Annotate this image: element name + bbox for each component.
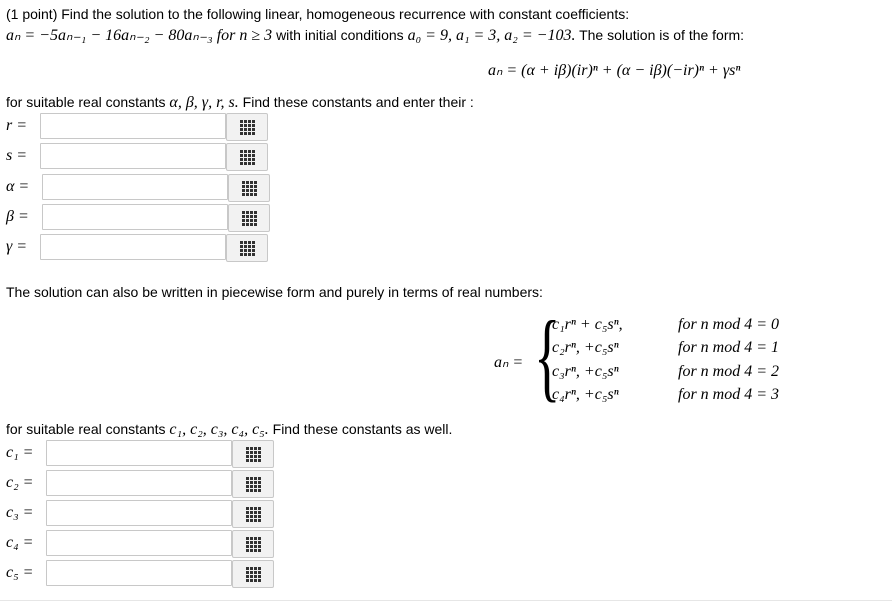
- answer-label-c4: c₄ =: [6, 534, 34, 551]
- equation-palette-icon[interactable]: [228, 204, 270, 232]
- constants-list: α, β, γ, r, s.: [169, 94, 239, 111]
- equation-palette-icon[interactable]: [228, 174, 270, 202]
- answer-label-c2: c₂ =: [6, 474, 34, 491]
- piecewise-intro: The solution can also be written in piecewise form and purely in terms of real numbers:: [6, 284, 543, 300]
- answer-label-beta: β =: [6, 208, 29, 225]
- piecewise-case-expr: c₁rⁿ + c₅sⁿ,: [552, 316, 623, 333]
- constants-prompt-post: Find these constants as well.: [272, 421, 453, 437]
- answer-label-c5: c₅ =: [6, 564, 34, 581]
- problem-intro: (1 point) Find the solution to the following linear, homogeneous recurrence with constant coefficients:: [6, 6, 630, 22]
- piecewise-lhs: aₙ =: [494, 354, 524, 371]
- equation-palette-icon[interactable]: [232, 500, 274, 528]
- constants-prompt-post: Find these constants and enter their :: [242, 94, 474, 110]
- answer-label-c1: c₁ =: [6, 444, 34, 461]
- constants-prompt-pre: for suitable real constants: [6, 421, 166, 437]
- constants-list: c₁, c₂, c₃, c₄, c₅.: [169, 421, 269, 438]
- answer-input-c5[interactable]: [46, 560, 232, 586]
- answer-label-r: r =: [6, 117, 28, 134]
- answer-input-r[interactable]: [40, 113, 226, 139]
- equation-palette-icon[interactable]: [232, 440, 274, 468]
- equation-palette-icon[interactable]: [226, 143, 268, 171]
- answer-input-c1[interactable]: [46, 440, 232, 466]
- answer-input-alpha[interactable]: [42, 174, 228, 200]
- solution-form-text: The solution is of the form:: [579, 27, 745, 43]
- answer-label-alpha: α =: [6, 178, 30, 195]
- recurrence-equation: aₙ = −5aₙ₋₁ − 16aₙ₋₂ − 80aₙ₋₃ for n ≥ 3: [6, 27, 273, 44]
- constants-prompt-1: [6, 94, 474, 112]
- equation-palette-icon[interactable]: [232, 560, 274, 588]
- answer-input-c2[interactable]: [46, 470, 232, 496]
- constants-prompt-2: [6, 421, 452, 439]
- answer-label-s: s =: [6, 147, 28, 164]
- answer-input-c3[interactable]: [46, 500, 232, 526]
- piecewise-case-cond: for n mod 4 = 1: [678, 339, 780, 356]
- piecewise-case-cond: for n mod 4 = 0: [678, 316, 780, 333]
- answer-input-beta[interactable]: [42, 204, 228, 230]
- answer-label-c3: c₃ =: [6, 504, 34, 521]
- recurrence-line: [6, 25, 744, 45]
- constants-prompt-pre: for suitable real constants: [6, 94, 166, 110]
- answer-input-s[interactable]: [40, 143, 226, 169]
- left-brace: {: [534, 300, 561, 411]
- initial-conditions-text: with initial conditions: [276, 27, 404, 43]
- piecewise-case-expr: c₂rⁿ, +c₅sⁿ: [552, 339, 619, 356]
- piecewise-case-cond: for n mod 4 = 2: [678, 363, 780, 380]
- answer-input-c4[interactable]: [46, 530, 232, 556]
- answer-label-gamma: γ =: [6, 238, 28, 255]
- piecewise-case-expr: c₄rⁿ, +c₅sⁿ: [552, 386, 619, 403]
- equation-palette-icon[interactable]: [226, 113, 268, 141]
- piecewise-case-expr: c₃rⁿ, +c₅sⁿ: [552, 363, 619, 380]
- equation-palette-icon[interactable]: [232, 470, 274, 498]
- equation-palette-icon[interactable]: [232, 530, 274, 558]
- equation-palette-icon[interactable]: [226, 234, 268, 262]
- solution-form-equation: aₙ = (α + iβ)(ir)ⁿ + (α − iβ)(−ir)ⁿ + γsⁿ: [488, 62, 741, 79]
- answer-input-gamma[interactable]: [40, 234, 226, 260]
- piecewise-case-cond: for n mod 4 = 3: [678, 386, 780, 403]
- initial-conditions: a₀ = 9, a₁ = 3, a₂ = −103.: [407, 27, 576, 44]
